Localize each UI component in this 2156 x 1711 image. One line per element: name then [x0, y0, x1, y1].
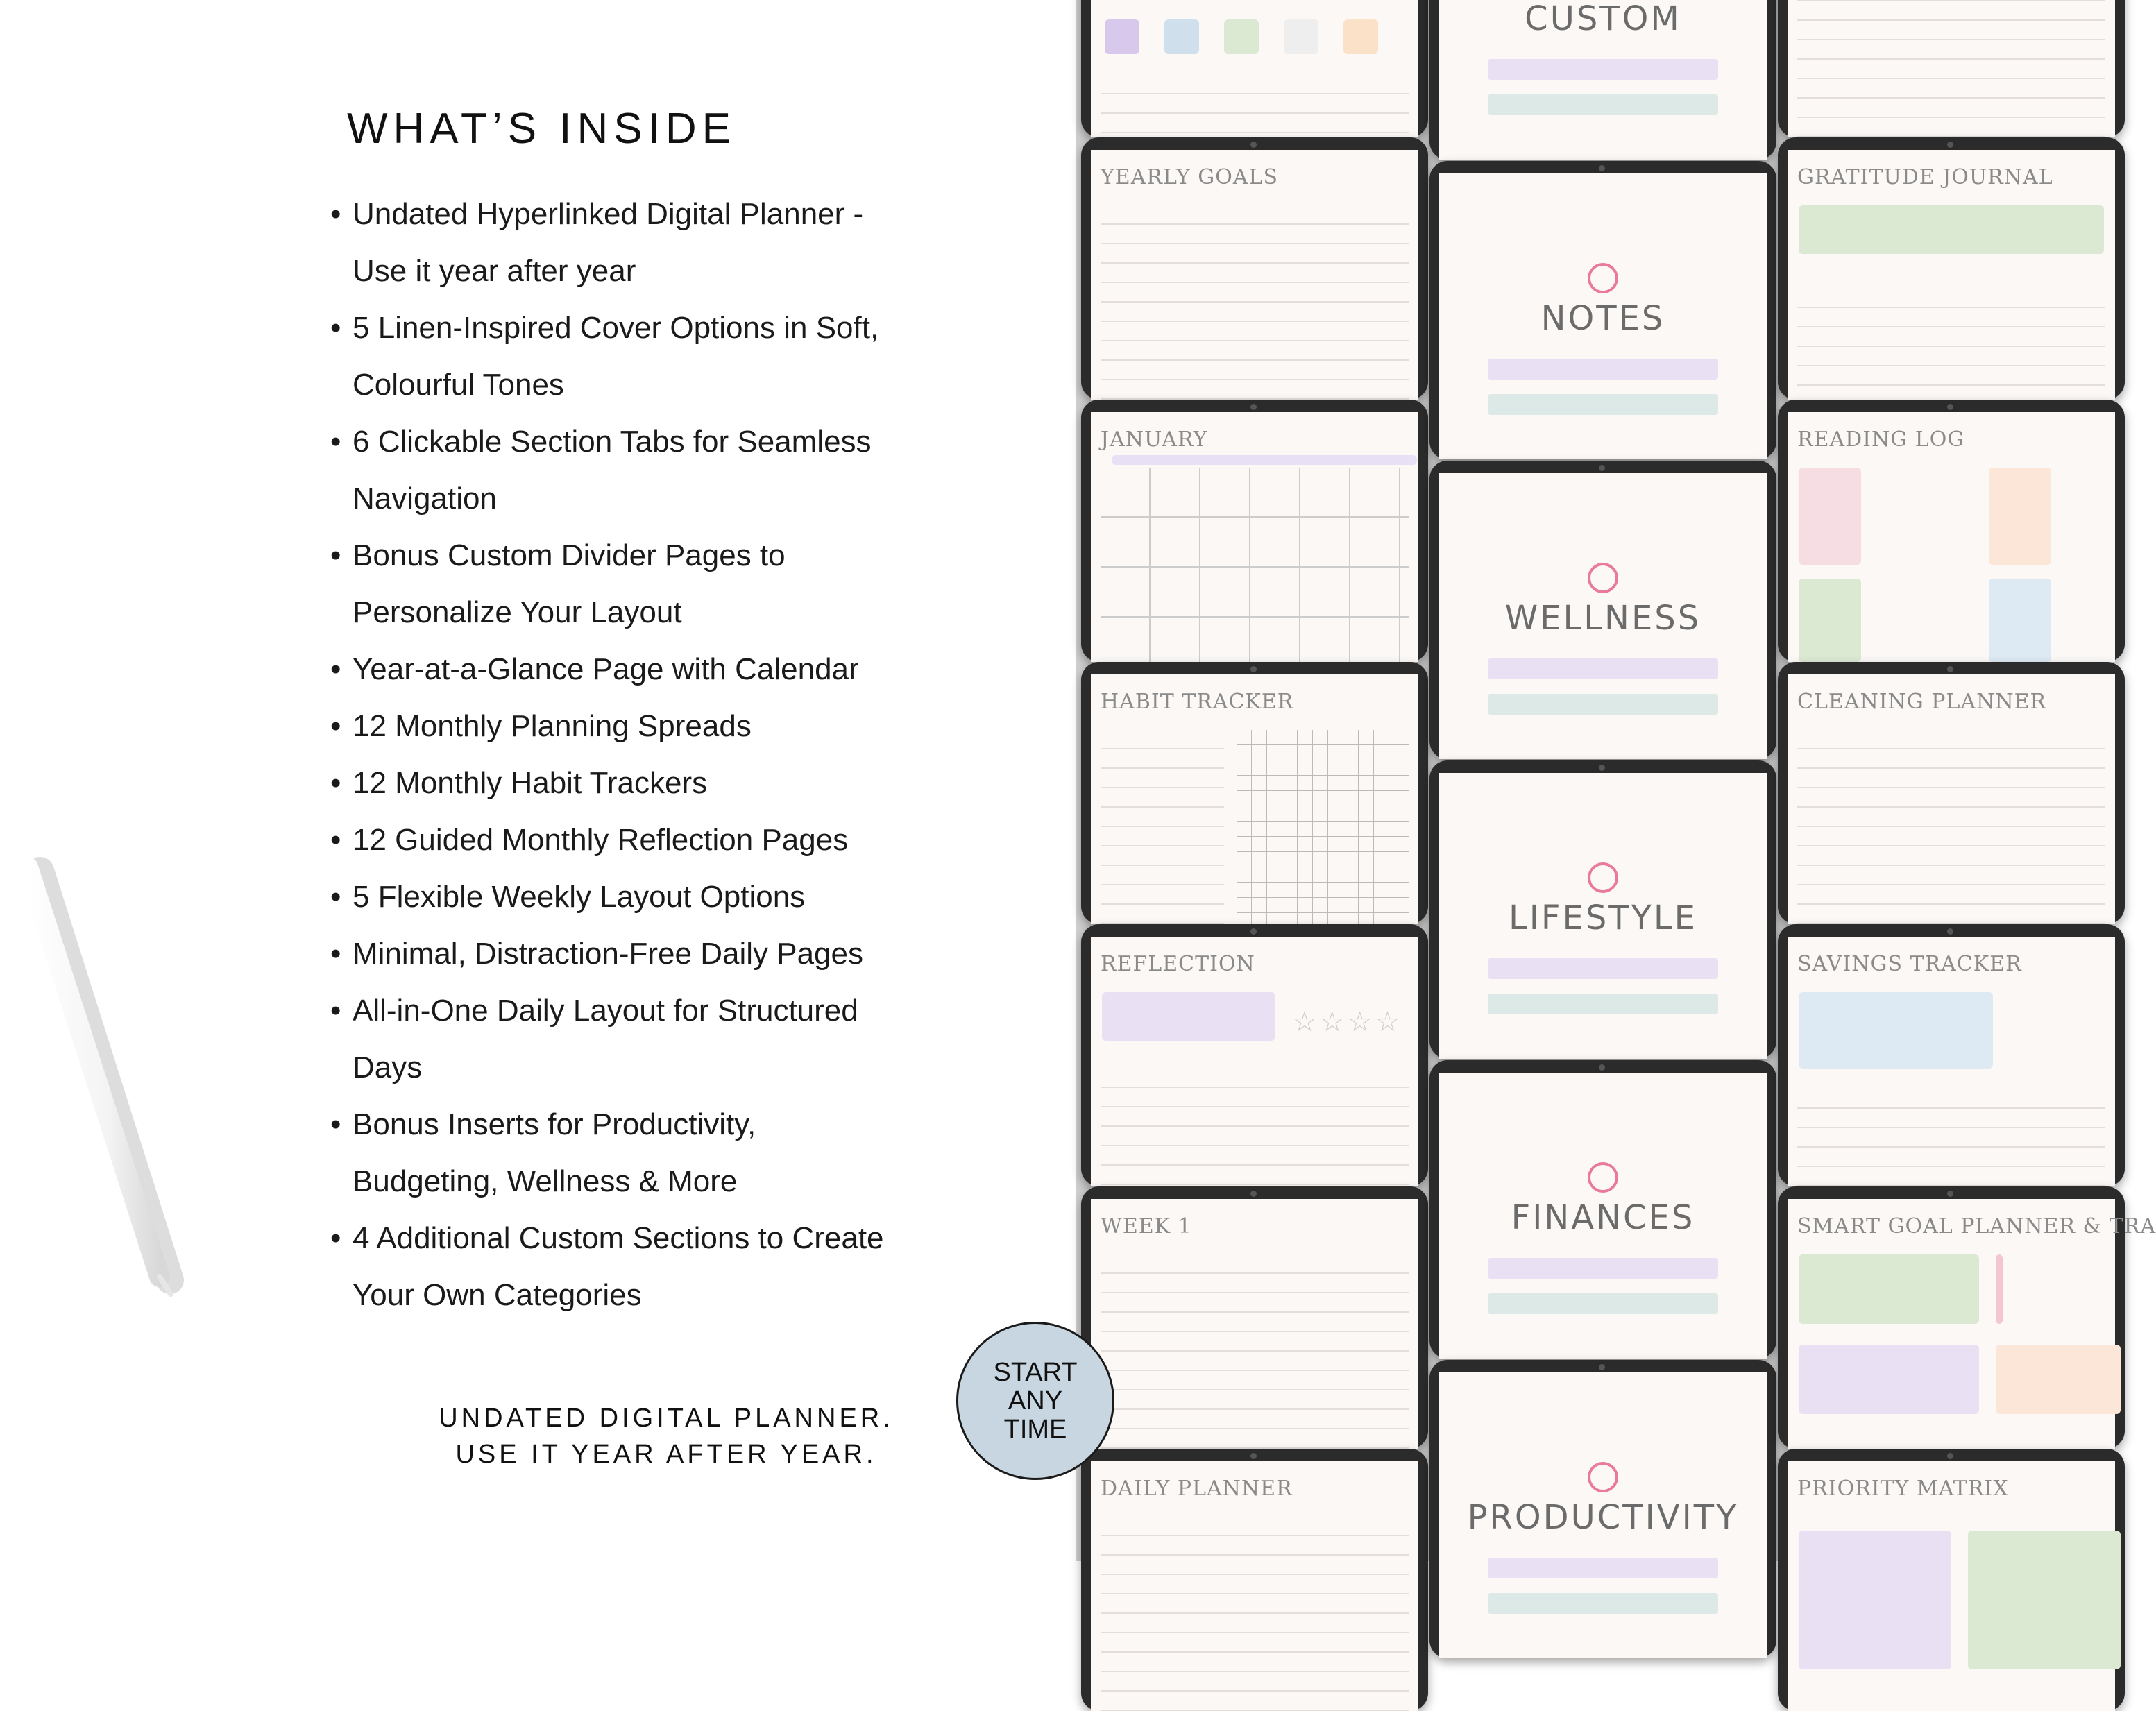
feature-item	[321, 869, 1015, 926]
feature-list	[321, 186, 1015, 1324]
book-cover-box	[1989, 468, 2051, 565]
bullet-icon: •	[330, 994, 341, 1028]
feature-text: Minimal, Distraction-Free Daily Pages	[353, 937, 863, 971]
bullet-icon: •	[330, 766, 341, 800]
tablet-preview	[1429, 1360, 1776, 1658]
page-heading: DAILY PLANNER	[1101, 1476, 1293, 1501]
divider-title: PRODUCTIVITY	[1467, 1497, 1739, 1537]
tablet-preview	[1081, 662, 1428, 924]
bullet-icon: •	[330, 425, 341, 459]
tablet-preview	[1081, 137, 1428, 400]
page-heading: GRATITUDE JOURNAL	[1797, 165, 2053, 189]
feature-text: 12 Monthly Planning Spreads	[353, 709, 752, 743]
camera-icon	[1930, 404, 1972, 409]
feature-text: Use it year after year	[353, 254, 636, 288]
feature-item	[321, 641, 1015, 698]
bullet-icon: •	[330, 538, 341, 572]
ruled-lines	[1101, 75, 1409, 137]
divider-title: NOTES	[1540, 298, 1665, 338]
section-band	[1488, 1258, 1718, 1279]
tablet-preview	[1429, 461, 1776, 759]
book-cover-box	[1989, 579, 2051, 662]
tablet-preview	[1081, 1186, 1428, 1449]
book-cover-box	[1799, 579, 1861, 662]
planner-page	[1091, 150, 1418, 400]
page-heading: SMART GOAL PLANNER & TRA	[1797, 1214, 2156, 1238]
planner-page	[1091, 412, 1418, 662]
planner-page	[1788, 412, 2115, 662]
page-heading: REFLECTION	[1101, 952, 1255, 976]
planner-page	[1091, 937, 1418, 1186]
start-any-time-badge	[956, 1322, 1114, 1480]
section-tab-icon	[1224, 19, 1259, 54]
section-icon	[1588, 862, 1618, 893]
smart-letters	[1996, 1254, 2003, 1324]
camera-icon	[1234, 1191, 1275, 1196]
feature-text: Days	[353, 1050, 423, 1084]
ruled-lines	[1101, 1517, 1409, 1711]
feature-text: 4 Additional Custom Sections to Create	[353, 1221, 884, 1255]
tablet-preview	[1778, 400, 2125, 662]
quadrant-box	[1968, 1531, 2121, 1669]
ruled-lines	[1101, 730, 1224, 924]
feature-text: Personalize Your Layout	[353, 595, 682, 629]
camera-icon	[1582, 1064, 1624, 1070]
planner-page	[1439, 1073, 1767, 1359]
feature-item	[321, 414, 1015, 470]
badge-line: TIME	[1003, 1414, 1067, 1444]
feature-text: Budgeting, Wellness & More	[353, 1164, 738, 1198]
section-band	[1488, 658, 1718, 679]
feature-text: 5 Flexible Weekly Layout Options	[353, 880, 806, 914]
page-heading: SAVINGS TRACKER	[1797, 952, 2022, 976]
bullet-icon: •	[330, 197, 341, 231]
ruled-lines	[1797, 0, 2105, 137]
planner-page	[1091, 1461, 1418, 1711]
feature-item	[321, 1096, 1015, 1153]
tagline-line: USE IT YEAR AFTER YEAR.	[455, 1440, 877, 1469]
reward-box	[1996, 1345, 2121, 1414]
tablet-preview	[1429, 161, 1776, 459]
feature-item	[321, 300, 1015, 357]
feature-text: Colourful Tones	[353, 368, 564, 402]
camera-icon	[1930, 142, 1972, 147]
feature-item	[321, 982, 1015, 1039]
quadrant-box	[1799, 1531, 1951, 1669]
camera-icon	[1234, 404, 1275, 409]
bullet-icon: •	[330, 823, 341, 857]
camera-icon	[1930, 1453, 1972, 1458]
section-icon	[1588, 1462, 1618, 1492]
camera-icon	[1582, 165, 1624, 171]
planner-page	[1091, 674, 1418, 924]
stylus-pencil-icon	[0, 0, 278, 1561]
feature-item	[321, 1267, 1015, 1324]
planner-page	[1439, 173, 1767, 459]
tablet-preview	[1081, 0, 1428, 137]
ruled-lines	[1101, 205, 1409, 400]
goal-box	[1799, 1254, 1979, 1324]
tagline-line: UNDATED DIGITAL PLANNER.	[439, 1404, 894, 1433]
feature-item	[321, 1039, 1015, 1096]
planner-page	[1788, 0, 2115, 137]
planner-page	[1439, 0, 1767, 160]
tablet-preview	[1778, 1449, 2125, 1711]
tablet-preview	[1778, 924, 2125, 1186]
camera-icon	[1582, 765, 1624, 770]
page-heading: HABIT TRACKER	[1101, 690, 1294, 714]
reflection-box	[1102, 992, 1275, 1041]
ruled-lines	[1797, 289, 2105, 400]
planner-page	[1788, 150, 2115, 400]
section-icon	[1588, 263, 1618, 293]
book-cover-box	[1799, 468, 1861, 565]
bullet-icon: •	[330, 937, 341, 971]
section-tab-icon	[1284, 19, 1318, 54]
ruled-lines	[1101, 1069, 1409, 1186]
feature-item	[321, 186, 1015, 243]
page-heading: READING LOG	[1797, 427, 1965, 452]
section-band	[1488, 1293, 1718, 1314]
feature-item	[321, 527, 1015, 584]
feature-text: 12 Monthly Habit Trackers	[353, 766, 708, 800]
feature-item	[321, 1153, 1015, 1210]
motivation-box	[1799, 1345, 1979, 1414]
page-heading: PRIORITY MATRIX	[1797, 1476, 2009, 1501]
feature-text: 6 Clickable Section Tabs for Seamless	[353, 425, 872, 459]
tagline	[389, 1400, 944, 1472]
ruled-lines	[1797, 1089, 2105, 1186]
tablet-preview	[1429, 1060, 1776, 1359]
divider-title: LIFESTYLE	[1508, 898, 1697, 937]
feature-text: Bonus Custom Divider Pages to	[353, 538, 786, 572]
bullet-icon: •	[330, 652, 341, 686]
feature-item	[321, 243, 1015, 300]
badge-line: START	[993, 1357, 1078, 1387]
section-tab-icon	[1105, 19, 1139, 54]
planner-page	[1439, 773, 1767, 1059]
section-band	[1488, 958, 1718, 979]
inspiration-box	[1799, 205, 2104, 254]
feature-text: 5 Linen-Inspired Cover Options in Soft,	[353, 311, 879, 345]
bullet-icon: •	[330, 311, 341, 345]
section-band	[1488, 359, 1718, 380]
feature-item	[321, 812, 1015, 869]
feature-item	[321, 470, 1015, 527]
section-band	[1488, 694, 1718, 715]
feature-text: Bonus Inserts for Productivity,	[353, 1107, 756, 1141]
divider-title: CUSTOM	[1525, 0, 1681, 38]
bullet-icon: •	[330, 1221, 341, 1255]
section-band	[1488, 94, 1718, 115]
divider-title: WELLNESS	[1504, 598, 1701, 638]
planner-page	[1091, 1199, 1418, 1449]
feature-text: Your Own Categories	[353, 1278, 642, 1312]
feature-item	[321, 584, 1015, 641]
section-band	[1488, 394, 1718, 415]
camera-icon	[1234, 142, 1275, 147]
tablet-preview	[1778, 662, 2125, 924]
section-band	[1488, 994, 1718, 1014]
planner-page	[1788, 937, 2115, 1186]
page-heading: WEEK 1	[1101, 1214, 1192, 1238]
tablet-preview	[1429, 760, 1776, 1059]
feature-text: Year-at-a-Glance Page with Calendar	[353, 652, 859, 686]
page-heading: YEARLY GOALS	[1101, 165, 1278, 189]
camera-icon	[1930, 928, 1972, 934]
camera-icon	[1234, 928, 1275, 934]
section-tab-icon	[1343, 19, 1378, 54]
section-tab-icon	[1164, 19, 1199, 54]
calendar-grid	[1101, 468, 1409, 662]
section-icon	[1588, 563, 1618, 593]
feature-text: Undated Hyperlinked Digital Planner -	[353, 197, 864, 231]
camera-icon	[1930, 1191, 1972, 1196]
planner-page	[1788, 1199, 2156, 1449]
bullet-icon: •	[330, 709, 341, 743]
tablet-preview	[1778, 0, 2125, 137]
page-heading: JANUARY	[1101, 427, 1208, 452]
feature-item	[321, 1210, 1015, 1267]
ruled-lines	[1797, 730, 2105, 924]
camera-icon	[1582, 465, 1624, 470]
feature-item	[321, 357, 1015, 414]
tablet-preview	[1081, 924, 1428, 1186]
camera-icon	[1234, 1453, 1275, 1458]
badge-line: ANY	[1008, 1386, 1063, 1415]
page-title: WHAT’S INSIDE	[347, 105, 736, 153]
tablet-preview	[1429, 0, 1776, 160]
feature-text: Navigation	[353, 482, 497, 516]
section-band	[1488, 1593, 1718, 1614]
feature-item	[321, 755, 1015, 812]
tablet-preview	[1778, 137, 2125, 400]
feature-text: All-in-One Daily Layout for Structured	[353, 994, 858, 1028]
feature-item	[321, 926, 1015, 982]
savings-goal-box	[1799, 992, 1993, 1069]
section-band	[1488, 59, 1718, 80]
star-rating-icon: ☆☆☆☆	[1292, 1007, 1403, 1037]
habit-grid	[1237, 730, 1409, 924]
divider-title: FINANCES	[1511, 1198, 1695, 1237]
bullet-icon: •	[330, 1107, 341, 1141]
page-heading: CLEANING PLANNER	[1797, 690, 2047, 714]
bullet-icon: •	[330, 880, 341, 914]
planner-page	[1788, 674, 2115, 924]
camera-icon	[1582, 1364, 1624, 1370]
ruled-lines	[1101, 1254, 1409, 1449]
camera-icon	[1930, 666, 1972, 672]
section-icon	[1588, 1162, 1618, 1193]
feature-text: 12 Guided Monthly Reflection Pages	[353, 823, 849, 857]
planner-page	[1788, 1461, 2115, 1711]
planner-page	[1439, 473, 1767, 759]
section-band	[1488, 1558, 1718, 1578]
feature-item	[321, 698, 1015, 755]
planner-page	[1439, 1372, 1767, 1658]
tablet-preview	[1778, 1186, 2156, 1449]
planner-page	[1091, 0, 1418, 137]
planner-preview-collage	[1076, 0, 2156, 1561]
tablet-preview	[1081, 1449, 1428, 1711]
weekday-header	[1112, 455, 1417, 465]
tablet-preview	[1081, 400, 1428, 662]
camera-icon	[1234, 666, 1275, 672]
